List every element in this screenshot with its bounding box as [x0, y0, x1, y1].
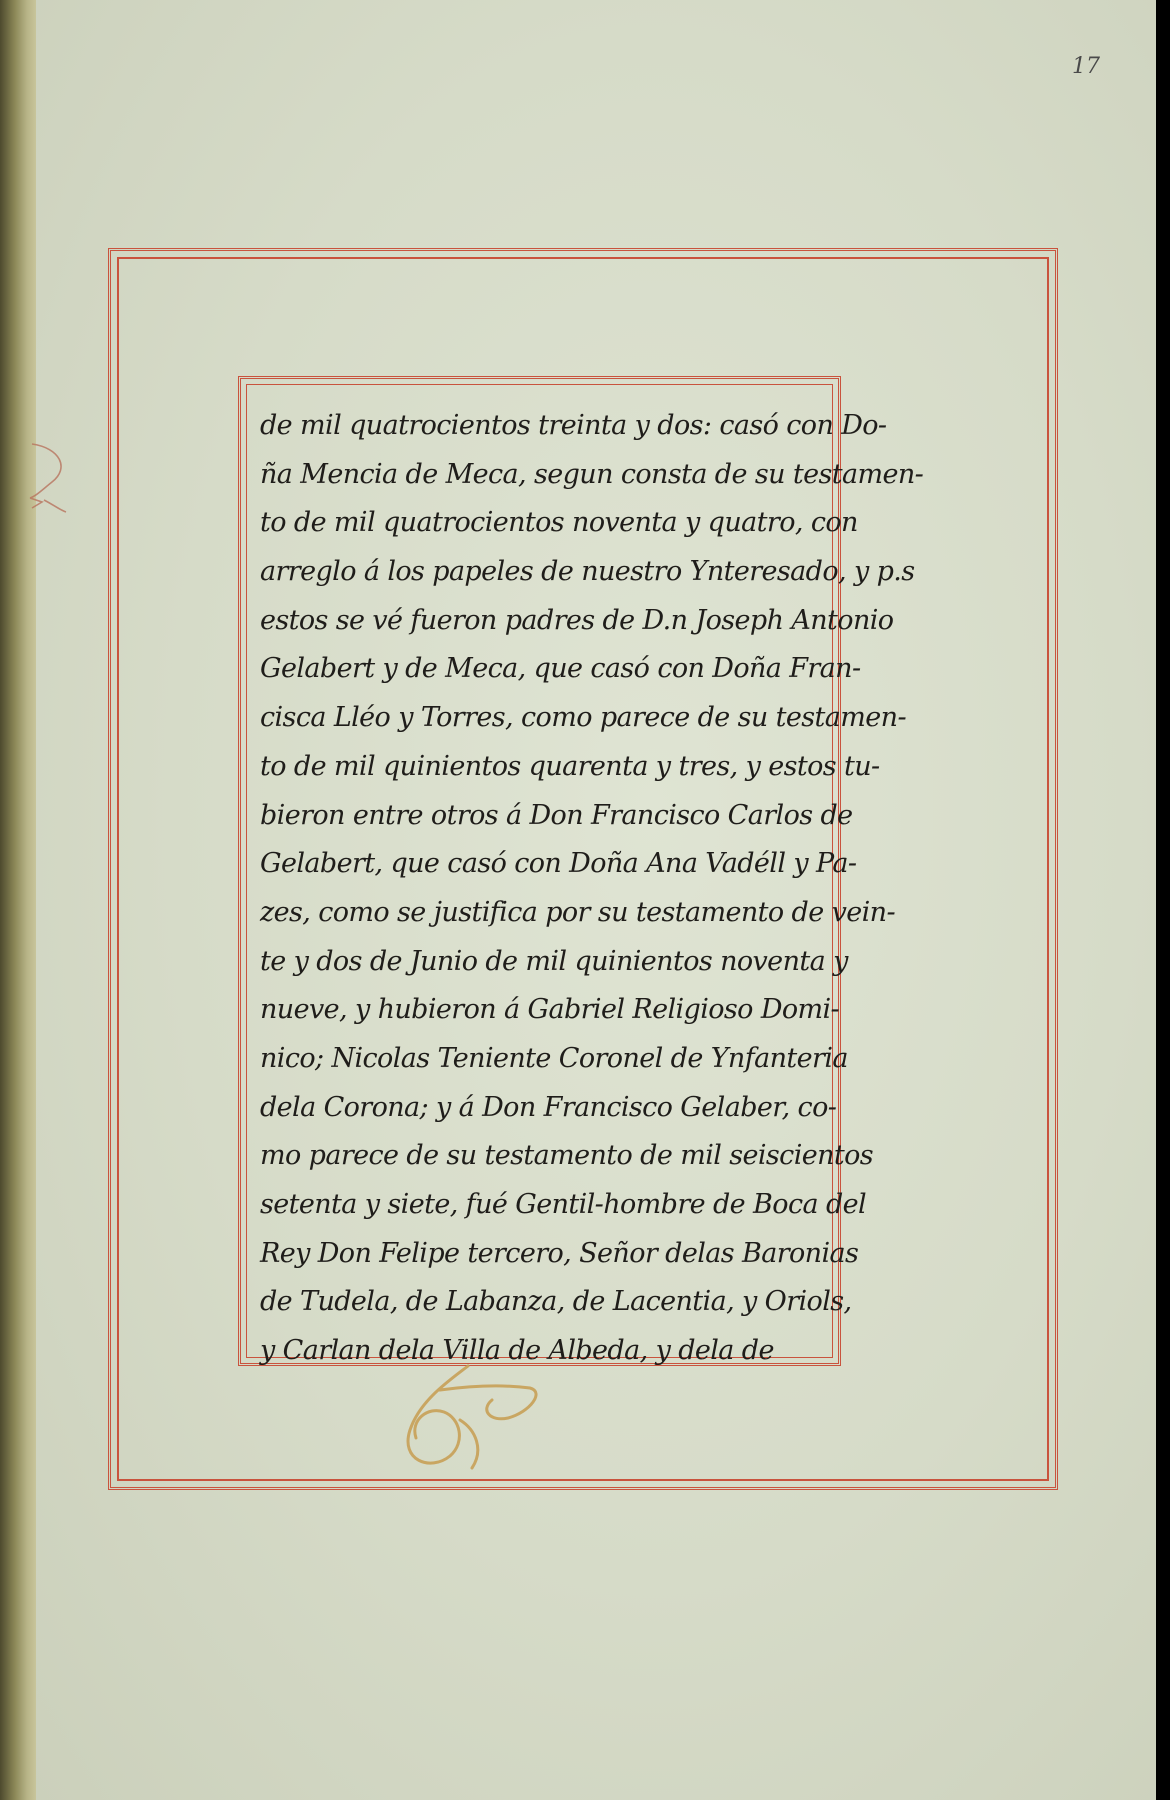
- text-line: estos se vé fueron padres de D.n Joseph Antonio: [260, 604, 894, 636]
- text-line: de Tudela, de Labanza, de Lacentia, y Oriols,: [260, 1286, 852, 1318]
- text-line: ña Mencia de Meca, segun consta de su testamen-: [260, 458, 924, 490]
- book-spine: [0, 0, 38, 1800]
- text-line: nueve, y hubieron á Gabriel Religioso Domi-: [260, 994, 840, 1026]
- text-line: mo parece de su testamento de mil seiscientos: [260, 1140, 874, 1172]
- text-line: nico; Nicolas Teniente Coronel de Ynfanteria: [260, 1042, 848, 1074]
- text-line: de mil quatrocientos treinta y dos: casó con Do-: [260, 410, 887, 441]
- text-line: to de mil quatrocientos noventa y quatro, con: [260, 507, 858, 539]
- text-line: Gelabert, que casó con Doña Ana Vadéll y Pa-: [260, 848, 857, 880]
- text-line: te y dos de Junio de mil quinientos noventa y: [260, 945, 848, 977]
- calligraphic-flourish-icon: [380, 1360, 550, 1480]
- marginal-mark-icon: [22, 438, 82, 518]
- text-line: dela Corona; y á Don Francisco Gelaber, co-: [260, 1091, 837, 1123]
- text-line: to de mil quinientos quarenta y tres, y estos tu-: [260, 750, 880, 782]
- text-line: y Carlan dela Villa de Albeda, y dela de: [260, 1335, 774, 1367]
- text-line: cisca Lléo y Torres, como parece de su testamen-: [260, 702, 906, 734]
- text-line: setenta y siete, fué Gentil-hombre de Boca del: [260, 1189, 867, 1220]
- text-line: Gelabert y de Meca, que casó con Doña Fran-: [260, 653, 861, 685]
- text-block: [260, 402, 924, 1376]
- text-line: arreglo á los papeles de nuestro Ynteresado, y p.s: [260, 556, 915, 588]
- folio-number: 17: [1072, 54, 1100, 79]
- text-line: Rey Don Felipe tercero, Señor delas Baronias: [260, 1237, 859, 1269]
- text-line: bieron entre otros á Don Francisco Carlos de: [260, 799, 853, 831]
- text-line: zes, como se justifica por su testamento de vein-: [260, 896, 895, 928]
